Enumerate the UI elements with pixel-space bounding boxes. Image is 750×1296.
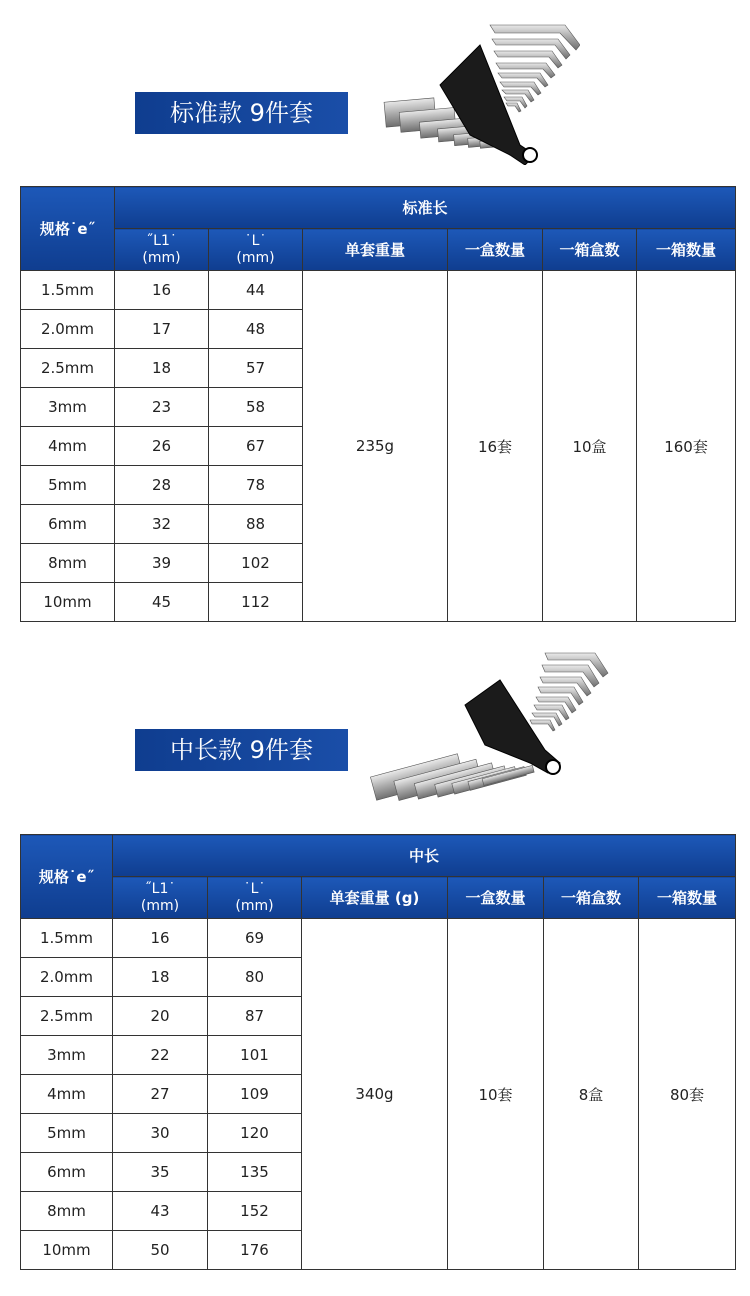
header-spec: 规格˙e˝ — [21, 835, 113, 919]
cell-l: 87 — [208, 997, 302, 1036]
cell-l1: 43 — [113, 1192, 208, 1231]
cell-l: 109 — [208, 1075, 302, 1114]
cell-l1: 35 — [113, 1153, 208, 1192]
header-case-boxes: 一箱盒数 — [544, 877, 639, 919]
cell-spec: 5mm — [21, 466, 115, 505]
cell-spec: 2.5mm — [21, 997, 113, 1036]
cell-l: 152 — [208, 1192, 302, 1231]
cell-spec: 3mm — [21, 388, 115, 427]
table-row — [21, 919, 736, 958]
cell-spec: 3mm — [21, 1036, 113, 1075]
cell-spec: 10mm — [21, 1231, 113, 1270]
cell-l1: 16 — [113, 919, 208, 958]
cell-weight: 340g — [302, 919, 448, 1270]
cell-box-qty: 10套 — [448, 919, 544, 1270]
standard-spec-table — [20, 186, 736, 622]
header-l: ˙L˙ (mm) — [209, 229, 303, 271]
cell-l1: 26 — [115, 427, 209, 466]
header-case-qty: 一箱数量 — [639, 877, 736, 919]
hex-key-set-image — [380, 15, 580, 165]
header-spec: 规格˙e˝ — [21, 187, 115, 271]
cell-l1: 27 — [113, 1075, 208, 1114]
header-box-qty: 一盒数量 — [448, 229, 543, 271]
cell-l1: 39 — [115, 544, 209, 583]
cell-l1: 17 — [115, 310, 209, 349]
cell-spec: 6mm — [21, 505, 115, 544]
cell-case-qty: 80套 — [639, 919, 736, 1270]
cell-box-qty: 16套 — [448, 271, 543, 622]
cell-weight: 235g — [303, 271, 448, 622]
cell-l1: 45 — [115, 583, 209, 622]
cell-l1: 22 — [113, 1036, 208, 1075]
cell-l: 69 — [208, 919, 302, 958]
cell-spec: 4mm — [21, 1075, 113, 1114]
cell-l: 112 — [209, 583, 303, 622]
cell-l1: 23 — [115, 388, 209, 427]
cell-spec: 6mm — [21, 1153, 113, 1192]
cell-spec: 8mm — [21, 1192, 113, 1231]
cell-spec: 1.5mm — [21, 919, 113, 958]
cell-l1: 30 — [113, 1114, 208, 1153]
cell-l: 176 — [208, 1231, 302, 1270]
cell-l: 135 — [208, 1153, 302, 1192]
cell-l1: 18 — [115, 349, 209, 388]
header-group: 中长 — [113, 835, 736, 877]
cell-l: 101 — [208, 1036, 302, 1075]
cell-spec: 10mm — [21, 583, 115, 622]
header-l1: ˝L1˙ (mm) — [113, 877, 208, 919]
cell-case-qty: 160套 — [637, 271, 736, 622]
cell-spec: 8mm — [21, 544, 115, 583]
cell-l1: 16 — [115, 271, 209, 310]
hex-key-set-long-image — [370, 645, 610, 810]
header-weight: 单套重量 — [303, 229, 448, 271]
section-1-banner: 标准款 9件套 — [135, 92, 348, 134]
cell-l: 44 — [209, 271, 303, 310]
cell-l: 120 — [208, 1114, 302, 1153]
header-l1: ˝L1˙ (mm) — [115, 229, 209, 271]
cell-l: 78 — [209, 466, 303, 505]
header-box-qty: 一盒数量 — [448, 877, 544, 919]
cell-l1: 50 — [113, 1231, 208, 1270]
cell-spec: 2.0mm — [21, 310, 115, 349]
mid-length-spec-table — [20, 834, 736, 1270]
cell-l1: 28 — [115, 466, 209, 505]
header-group: 标准长 — [115, 187, 736, 229]
section-2-banner: 中长款 9件套 — [135, 729, 348, 771]
cell-spec: 1.5mm — [21, 271, 115, 310]
cell-spec: 4mm — [21, 427, 115, 466]
table-row — [21, 271, 736, 310]
header-case-qty: 一箱数量 — [637, 229, 736, 271]
cell-l: 67 — [209, 427, 303, 466]
cell-spec: 5mm — [21, 1114, 113, 1153]
header-case-boxes: 一箱盒数 — [543, 229, 637, 271]
cell-l: 102 — [209, 544, 303, 583]
cell-spec: 2.0mm — [21, 958, 113, 997]
header-weight: 单套重量 (g) — [302, 877, 448, 919]
header-l: ˙L˙ (mm) — [208, 877, 302, 919]
cell-l: 88 — [209, 505, 303, 544]
cell-l: 80 — [208, 958, 302, 997]
cell-spec: 2.5mm — [21, 349, 115, 388]
cell-l: 57 — [209, 349, 303, 388]
cell-l1: 20 — [113, 997, 208, 1036]
cell-case-boxes: 8盒 — [544, 919, 639, 1270]
cell-l: 58 — [209, 388, 303, 427]
cell-case-boxes: 10盒 — [543, 271, 637, 622]
cell-l: 48 — [209, 310, 303, 349]
cell-l1: 18 — [113, 958, 208, 997]
cell-l1: 32 — [115, 505, 209, 544]
